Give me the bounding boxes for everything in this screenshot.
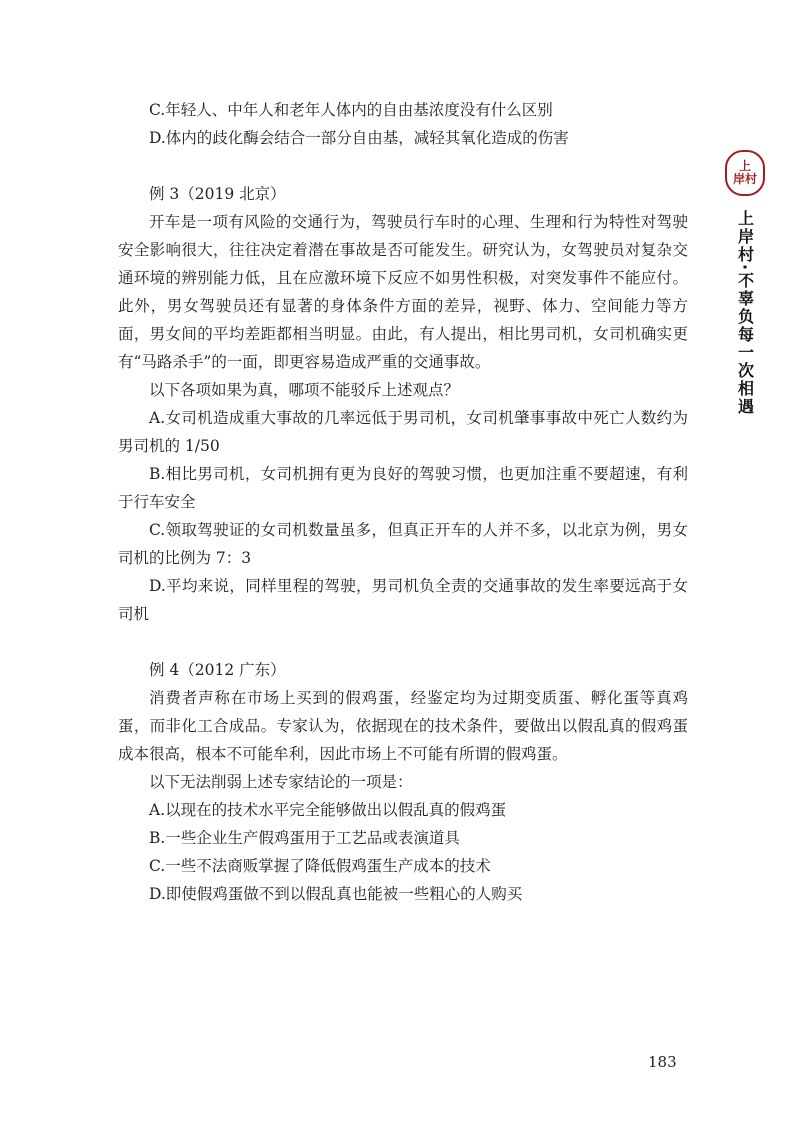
sidebar-slogan: 上岸村·不辜负每一次相遇 [735, 210, 755, 417]
example-4-option-c: C.一些不法商贩掌握了降低假鸡蛋生产成本的技术 [149, 857, 491, 875]
prev-option-d: D.体内的歧化酶会结合一部分自由基，减轻其氧化造成的伤害 [149, 129, 569, 147]
seal-logo [725, 150, 765, 196]
page-content [118, 96, 688, 908]
example-4-heading: 例 4（2012 广东） [149, 661, 286, 679]
sidebar-brand [722, 150, 768, 416]
example-4-passage: 消费者声称在市场上买到的假鸡蛋，经鉴定均为过期变质蛋、孵化蛋等真鸡蛋，而非化工合成品。专家认为，依据现在的技术条件，要做出以假乱真的假鸡蛋成本很高，根本不可能牟利，因此市场上不可能有所谓的假鸡蛋。 [118, 689, 688, 763]
prev-option-c: C.年轻人、中年人和老年人体内的自由基浓度没有什么区别 [149, 101, 553, 119]
example-4-option-a: A.以现在的技术水平完全能够做出以假乱真的假鸡蛋 [149, 801, 507, 819]
example-3-passage: 开车是一项有风险的交通行为，驾驶员行车时的心理、生理和行为特性对驾驶安全影响很大，往往决定着潜在事故是否可能发生。研究认为，女驾驶员对复杂交通环境的辨别能力低，且在应激环境下反应不如男性积极，对突发事件不能应付。此外，男女驾驶员还有显著的身体条件方面的差异，视野、体力、空间能力等方面，男女间的平均差距都相当明显。由此，有人提出，相比男司机，女司机确实更有“马路杀手”的一面，即更容易造成严重的交通事故。 [118, 213, 688, 371]
example-4-question: 以下无法削弱上述专家结论的一项是： [149, 773, 413, 791]
seal-top-text: 上 [738, 159, 751, 173]
example-3-question: 以下各项如果为真，哪项不能驳斥上述观点？ [149, 381, 460, 399]
example-3-heading: 例 3（2019 北京） [149, 185, 286, 203]
example-3-option-c: C.领取驾驶证的女司机数量虽多，但真正开车的人并不多，以北京为例，男女司机的比例为 7：3 [118, 521, 688, 567]
page-number: 183 [648, 1053, 677, 1071]
example-3-option-d: D.平均来说，同样里程的驾驶，男司机负全责的交通事故的发生率要远高于女司机 [118, 577, 688, 623]
seal-bottom-text: 岸村 [732, 172, 757, 186]
example-3-option-a: A.女司机造成重大事故的几率远低于男司机，女司机肇事事故中死亡人数约为男司机的 1/50 [118, 409, 688, 455]
example-4-option-d: D.即使假鸡蛋做不到以假乱真也能被一些粗心的人购买 [149, 885, 523, 903]
example-3-option-b: B.相比男司机，女司机拥有更为良好的驾驶习惯，也更加注重不要超速，有利于行车安全 [118, 465, 688, 511]
example-4-option-b: B.一些企业生产假鸡蛋用于工艺品或表演道具 [149, 829, 460, 847]
